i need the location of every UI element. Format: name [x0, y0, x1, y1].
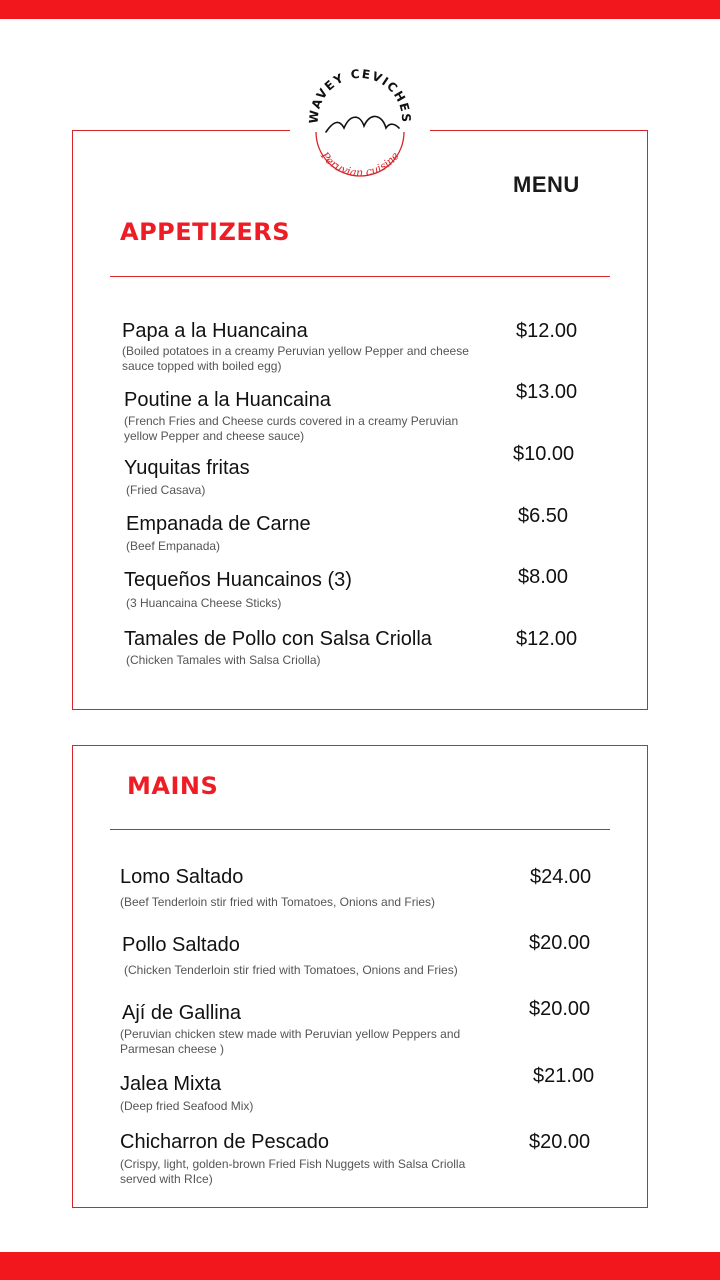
appetizer-item-price: $13.00	[516, 381, 578, 403]
main-item-price: $24.00	[530, 866, 592, 888]
svg-text:WAVEY CEVICHES	[307, 67, 414, 124]
appetizer-item-name: Tequeños Huancainos (3)	[124, 569, 352, 591]
main-item-price: $20.00	[529, 1131, 591, 1153]
top-banner	[0, 0, 720, 19]
main-item-desc: (Crispy, light, golden-brown Fried Fish Nuggets with Salsa Criolla served with RIce)	[120, 1157, 466, 1186]
main-item-desc: (Beef Tenderloin stir fried with Tomatoes, Onions and Fries)	[120, 895, 436, 909]
main-item-name: Chicharron de Pescado	[120, 1131, 330, 1153]
appetizer-item-name: Empanada de Carne	[126, 513, 311, 535]
wavey-ceviches-logo	[300, 62, 420, 186]
appetizer-item-desc: (Beef Empanada)	[126, 539, 221, 553]
logo-brand-name: WAVEY CEVICHES	[306, 66, 414, 124]
main-item-price: $21.00	[533, 1065, 595, 1087]
appetizer-item-price: $6.50	[518, 505, 569, 527]
main-item-desc: (Chicken Tenderloin stir fried with Tomatoes, Onions and Fries)	[124, 963, 458, 977]
wave-icon	[326, 116, 399, 132]
appetizer-item-desc: (Fried Casava)	[126, 483, 206, 497]
appetizer-item-desc: (Boiled potatoes in a creamy Peruvian yellow Pepper and cheese sauce topped with boiled egg)	[122, 344, 469, 373]
menu-title: MENU	[513, 172, 580, 197]
appetizer-item-name: Papa a la Huancaina	[122, 320, 308, 342]
appetizer-item-name: Tamales de Pollo con Salsa Criolla	[124, 628, 432, 650]
svg-text:Peruvian cuisine	[318, 149, 403, 180]
appetizer-item-name: Poutine a la Huancaina	[124, 389, 331, 411]
appetizer-item-desc: (Chicken Tamales with Salsa Criolla)	[126, 653, 321, 667]
appetizer-item-price: $8.00	[518, 566, 569, 588]
bottom-banner	[0, 1252, 720, 1280]
appetizer-item-name: Yuquitas fritas	[124, 457, 250, 479]
logo-tagline: Peruvian cuisine	[318, 149, 402, 180]
main-item-name: Ají de Gallina	[122, 1002, 241, 1024]
main-item-name: Jalea Mixta	[120, 1073, 222, 1095]
appetizer-item-desc: (3 Huancaina Cheese Sticks)	[126, 596, 282, 610]
appetizer-item-price: $12.00	[516, 628, 578, 650]
appetizers-title: APPETIZERS	[120, 218, 291, 246]
mains-divider	[110, 829, 610, 830]
main-item-price: $20.00	[529, 932, 591, 954]
appetizer-item-desc: (French Fries and Cheese curds covered in a creamy Peruvian yellow Pepper and cheese sauce)	[124, 414, 459, 443]
main-item-desc: (Deep fried Seafood Mix)	[120, 1099, 254, 1113]
main-item-price: $20.00	[529, 998, 591, 1020]
appetizer-item-price: $10.00	[513, 443, 575, 465]
main-item-name: Pollo Saltado	[122, 934, 240, 956]
appetizers-divider	[110, 276, 610, 277]
appetizer-item-price: $12.00	[516, 320, 578, 342]
main-item-desc: (Peruvian chicken stew made with Peruvian yellow Peppers and Parmesan cheese )	[120, 1027, 461, 1056]
mains-title: MAINS	[127, 772, 219, 800]
main-item-name: Lomo Saltado	[120, 866, 244, 888]
